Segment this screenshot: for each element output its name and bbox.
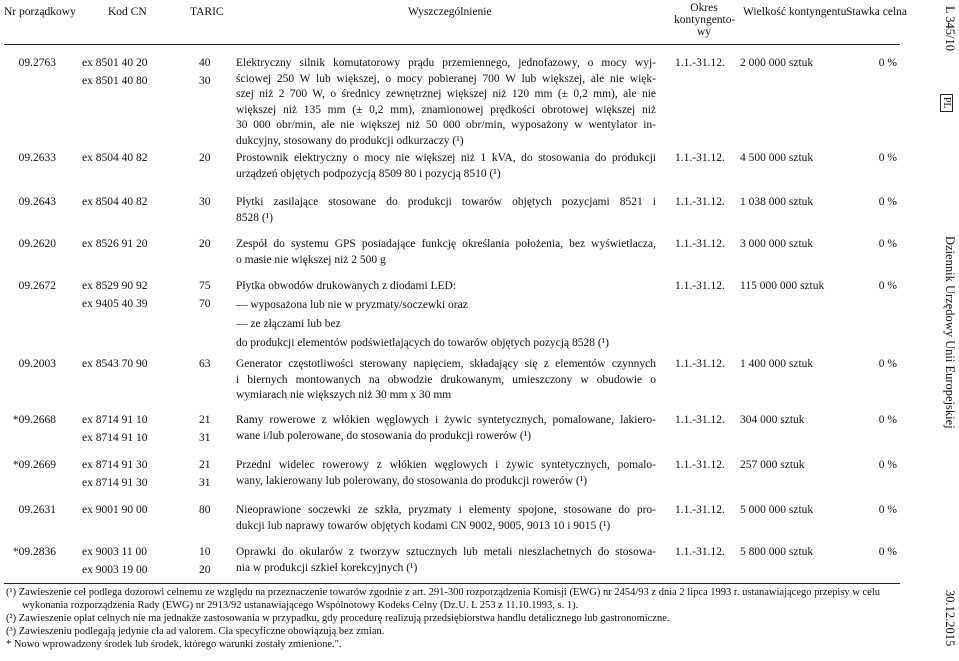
description	[236, 56, 656, 149]
quota-period: 1.1.-31.12.	[675, 414, 725, 426]
description-line: — ze złączami lub bez	[236, 318, 341, 330]
footer-rule	[4, 583, 900, 584]
quota-period: 1.1.-31.12.	[675, 152, 725, 164]
taric-code: 40	[199, 57, 211, 69]
duty-rate: 0 %	[878, 280, 897, 292]
cn-code: ex 8714 91 30	[82, 477, 148, 489]
header-kod-cn: Kod CN	[108, 6, 147, 18]
taric-code: 20	[199, 238, 211, 250]
taric-code: 31	[199, 477, 211, 489]
row-number: 09.2763	[18, 57, 56, 69]
header-stawka: Stawka celna	[846, 6, 907, 18]
cn-code: ex 8529 90 92	[82, 280, 148, 292]
quota-period: 1.1.-31.12.	[675, 57, 725, 69]
description-line: ściowej 250 W lub większej, o mocy pobieranej 700 W lub większej, ale nie więk-	[236, 72, 656, 85]
quota-amount: 1 038 000 sztuk	[740, 196, 814, 208]
quota-amount: 3 000 000 sztuk	[740, 238, 814, 250]
description-line: Generator częstotliwości sterowany napięciem, składający się z elementów czynnych	[236, 358, 656, 370]
taric-code: 70	[199, 298, 211, 310]
description	[236, 503, 656, 534]
description-line: Ramy rowerowe z włókien węglowych i żywic syntetycznych, pomalowane, lakiero-	[236, 414, 656, 426]
duty-rate: 0 %	[878, 57, 897, 69]
quota-amount: 257 000 sztuk	[740, 459, 805, 471]
cn-code: ex 8543 70 90	[82, 358, 148, 370]
quota-period: 1.1.-31.12.	[675, 504, 725, 516]
taric-code: 80	[199, 504, 211, 516]
cn-code: ex 8714 91 30	[82, 459, 148, 471]
description-line: urządzeń objętych podpozycją 8509 80 i pozycją 8510 (¹)	[236, 167, 501, 180]
quota-amount: 4 500 000 sztuk	[740, 152, 814, 164]
duty-rate: 0 %	[878, 238, 897, 250]
description-line: Elektryczny silnik komutatorowy prądu przemiennego, jednofazowy, o mocy wyj-	[236, 57, 656, 69]
cn-code: ex 8501 40 80	[82, 75, 148, 87]
publication-date: 30.12.2015	[943, 590, 957, 647]
description-line: Oprawki do okularów z tworzyw sztucznych lub metali nieszlachetnych do stosowa-	[236, 546, 656, 558]
header-rule	[4, 44, 900, 45]
header-okres: Okres kontyngento- wy	[674, 2, 736, 38]
header-wielkosc: Wielkość kontyngentu	[743, 6, 847, 18]
row-number: 09.2672	[18, 280, 56, 292]
taric-code: 63	[199, 358, 211, 370]
taric-code: 20	[199, 152, 211, 164]
quota-period: 1.1.-31.12.	[675, 196, 725, 208]
cn-code: ex 8504 40 82	[82, 152, 148, 164]
cn-code: ex 8526 91 20	[82, 238, 148, 250]
duty-rate: 0 %	[878, 152, 897, 164]
description-line: — wyposażona lub nie w pryzmaty/soczewki oraz	[236, 299, 468, 311]
quota-period: 1.1.-31.12.	[675, 459, 725, 471]
quota-amount: 1 400 000 sztuk	[740, 358, 814, 370]
cn-code: ex 9405 40 39	[82, 298, 148, 310]
cn-code: ex 9001 90 00	[82, 504, 148, 516]
taric-code: 21	[199, 459, 211, 471]
description	[236, 413, 656, 444]
footnote-3: (³) Zawieszeniu podlegają jedynie cła ad valorem. Cła specyficzne obowiązują bez zmian.	[6, 626, 385, 637]
taric-code: 20	[199, 564, 211, 576]
quota-amount: 2 000 000 sztuk	[740, 57, 814, 69]
description-line: do produkcji elementów podświetlających do towarów objętych pozycją 8528 (¹)	[236, 337, 609, 349]
description	[236, 237, 656, 268]
quota-period: 1.1.-31.12.	[675, 358, 725, 370]
language-badge: PL	[940, 94, 955, 112]
taric-code: 21	[199, 414, 211, 426]
header-nr: Nr porządkowy	[4, 6, 76, 18]
quota-period: 1.1.-31.12.	[675, 238, 725, 250]
taric-code: 10	[199, 546, 211, 558]
description-line: Płytka obwodów drukowanych z diodami LED:	[236, 280, 457, 292]
taric-code: 30	[199, 75, 211, 87]
description-line: Prostownik elektryczny o mocy nie większej niż 1 kVA, do stosowania do produkcji	[236, 152, 656, 164]
description	[236, 151, 656, 182]
duty-rate: 0 %	[878, 504, 897, 516]
quota-amount: 5 000 000 sztuk	[740, 504, 814, 516]
quota-amount: 304 000 sztuk	[740, 414, 805, 426]
row-number: 09.2633	[18, 152, 56, 164]
duty-rate: 0 %	[878, 546, 897, 558]
description-line: 30 000 obr/min, ale nie większej niż 50 000 obr/min, wyposażony w wentylator in-	[236, 119, 656, 131]
description-line: Przedni widelec rowerowy z włókien węglowych i żywic syntetycznych, pomalo-	[236, 459, 656, 471]
description-line: Nieoprawione soczewki ze szkła, pryzmaty i elementy spojone, stosowane do pro-	[236, 504, 656, 516]
row-number: 09.2620	[18, 238, 56, 250]
row-number: 09.2631	[18, 504, 56, 516]
footnote-1: (¹) Zawieszenie ceł podlega dozorowi celnemu ze względu na przeznaczenie towarów zgodnie z art. 291-300 rozporządzenia Komisji (EWG) nr 2454/93 z dnia 2 lipca 1993 r. ustanawiającego przepisy w celu	[6, 587, 881, 598]
description-line: o masie nie większej niż 2 500 g	[236, 253, 386, 266]
header-wyszczegolnienie: Wyszczególnienie	[408, 6, 492, 18]
description-line: szej niż 2 700 W, o średnicy zewnętrznej większej niż 120 mm (± 0,2 mm), ale nie	[236, 88, 656, 100]
cn-code: ex 9003 19 00	[82, 564, 148, 576]
footnote-star: * Nowo wprowadzony środek lub środek, którego warunki zostały zmienione.".	[6, 639, 342, 650]
quota-amount: 115 000 000 sztuk	[740, 280, 825, 292]
cn-code: ex 8504 40 82	[82, 196, 148, 208]
row-number: *09.2668	[12, 414, 56, 426]
description-line: wymiarach nie większych niż 30 mm x 30 mm	[236, 389, 452, 401]
journal-title: Dziennik Urzędowy Unii Europejskiej	[943, 236, 957, 429]
cn-code: ex 8501 40 20	[82, 57, 148, 69]
row-number: *09.2669	[12, 459, 56, 471]
description	[236, 458, 656, 489]
description	[236, 195, 656, 226]
description-line: Zespół do systemu GPS posiadające funkcję określania położenia, bez wyświetlacza,	[236, 238, 656, 250]
header-taric: TARIC	[190, 6, 224, 18]
description-line: większej niż 135 mm (± 0,2 mm), znamionowej prędkości obrotowej większej niż	[236, 103, 656, 116]
description-line: i biernych montowanych na obwodzie drukowanym, umieszczony w obudowie o	[236, 373, 656, 386]
row-number: *09.2836	[12, 546, 56, 558]
footnote-1-cont: wykonania rozporządzenia Rady (EWG) nr 2913/92 ustanawiającego Wspólnotowy Kodeks Celny (Dz.U. L 253 z 11.10.1993, s. 1).	[22, 600, 579, 611]
duty-rate: 0 %	[878, 459, 897, 471]
description-line: 8528 (¹)	[236, 211, 273, 224]
duty-rate: 0 %	[878, 414, 897, 426]
cn-code: ex 8714 91 10	[82, 414, 148, 426]
taric-code: 31	[199, 432, 211, 444]
description	[236, 357, 656, 404]
description-line: dukcji lub naprawy towarów objętych kodami CN 9002, 9005, 9013 10 i 9015 (¹)	[236, 519, 611, 532]
taric-code: 75	[199, 280, 211, 292]
duty-rate: 0 %	[878, 358, 897, 370]
quota-period: 1.1.-31.12.	[675, 280, 725, 292]
row-number: 09.2643	[18, 196, 56, 208]
quota-amount: 5 800 000 sztuk	[740, 546, 814, 558]
page-reference: L 345/10	[943, 6, 957, 52]
taric-code: 30	[199, 196, 211, 208]
description-line: dukcyjny, stosowany do produkcji odkurzaczy (¹)	[236, 134, 464, 147]
duty-rate: 0 %	[878, 196, 897, 208]
cn-code: ex 8714 91 10	[82, 432, 148, 444]
description-line: Płytki zasilające stosowane do produkcji towarów objętych pozycjami 8521 i	[236, 196, 656, 208]
description-line: wany, lakierowany lub polerowany, do stosowania do produkcji rowerów (¹)	[236, 474, 588, 487]
cn-code: ex 9003 11 00	[82, 546, 148, 558]
description	[236, 545, 656, 576]
description	[236, 279, 656, 355]
quota-period: 1.1.-31.12.	[675, 546, 725, 558]
description-line: wane i/lub polerowane, do stosowania do produkcji rowerów (¹)	[236, 429, 532, 442]
footnote-2: (²) Zawieszenie opłat celnych nie ma jednakże zastosowania w przypadku, gdy procedurę realizują przedsiębiorstwa handlu detalicznego lub gastronomiczne.	[6, 613, 670, 624]
description-line: nia w produkcji szkieł korekcyjnych (¹)	[236, 561, 418, 574]
row-number: 09.2003	[18, 358, 56, 370]
